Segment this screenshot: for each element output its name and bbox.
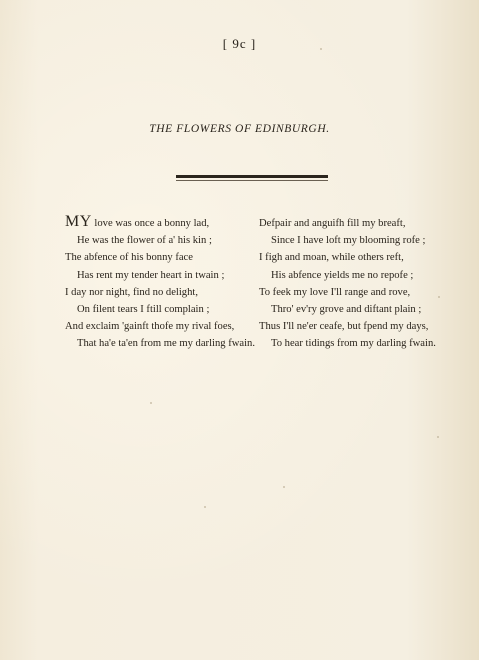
stanza-left xyxy=(65,215,255,353)
poem-line: Thro' ev'ry grove and diftant plain ; xyxy=(271,304,422,316)
poem-line: MY love was once a bonny lad, xyxy=(65,213,210,230)
poem-title: THE FLOWERS OF EDINBURGH. xyxy=(149,123,330,135)
title-rule-thin xyxy=(176,180,328,181)
paper-speck xyxy=(204,506,206,508)
page-number: [ 9c ] xyxy=(222,36,257,51)
stanza-right xyxy=(259,215,436,353)
paper-speck xyxy=(320,48,322,50)
poem-line: His abfence yields me no repofe ; xyxy=(271,269,414,281)
paper-speck xyxy=(150,402,152,404)
poem-line: On filent tears I ftill complain ; xyxy=(77,304,210,316)
poem-line: Thus I'll ne'er ceafe, but fpend my days, xyxy=(259,321,429,333)
paper-speck xyxy=(283,486,285,488)
poem-line: That ha'e ta'en from me my darling fwain. xyxy=(77,338,255,350)
poem-line: He was the flower of a' his kin ; xyxy=(77,235,212,247)
poem-line: And exclaim 'gainft thofe my rival foes, xyxy=(65,321,235,333)
drop-capital: MY xyxy=(65,213,92,230)
poem-line: I figh and moan, while others reft, xyxy=(259,252,404,264)
poem-line: Has rent my tender heart in twain ; xyxy=(77,269,225,281)
poem-line: I day nor night, find no delight, xyxy=(65,286,198,298)
poem-line: To feek my love I'll range and rove, xyxy=(259,286,411,298)
paper-speck xyxy=(437,436,439,438)
paper-speck xyxy=(438,296,440,298)
poem-line: The abfence of his bonny face xyxy=(65,252,193,264)
title-rule xyxy=(176,175,328,178)
poem-line: To hear tidings from my darling fwain. xyxy=(271,338,436,350)
poem-line: Since I have loft my blooming rofe ; xyxy=(271,235,426,247)
poem-line: Defpair and anguifh fill my breaft, xyxy=(259,218,406,229)
